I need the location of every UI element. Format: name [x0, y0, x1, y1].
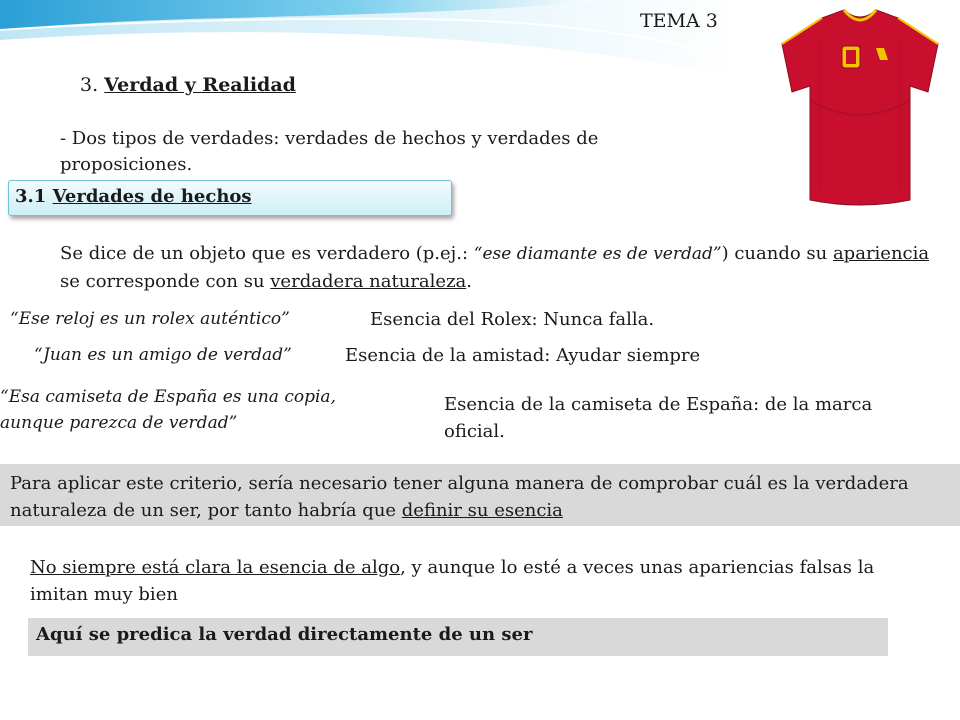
subsection-heading-box	[8, 180, 452, 216]
example-quote-friend: “Juan es un amigo de verdad”	[34, 345, 292, 365]
criterion-text: Para aplicar este criterio, sería necesario tener alguna manera de comprobar cuál es la verdadera naturaleza de un ser, por tanto habría que	[10, 473, 909, 521]
caveat-underlined: No siempre está clara la esencia de algo	[30, 557, 401, 578]
definition-quote: “ese diamante es de verdad”	[473, 244, 722, 264]
definition-paragraph	[60, 240, 940, 295]
example-essence-shirt: Esencia de la camiseta de España: de la marca oficial.	[444, 394, 873, 442]
subsection-title: Verdades de hechos	[52, 186, 252, 207]
conclusion-box: Aquí se predica la verdad directamente de un ser	[28, 618, 888, 656]
definition-part2: ) cuando su	[721, 243, 833, 264]
example-essence-friend: Esencia de la amistad: Ayudar siempre	[345, 345, 701, 366]
spain-shirt-image	[760, 0, 960, 215]
definition-part1: Se dice de un objeto que es verdadero (p.ej.:	[60, 243, 474, 264]
definition-part4: .	[466, 271, 473, 292]
definition-naturaleza: verdadera naturaleza	[270, 271, 467, 292]
header-swoosh-decoration	[0, 0, 740, 80]
section-number: 3.	[80, 74, 105, 96]
example-quote-rolex: “Ese reloj es un rolex auténtico”	[10, 309, 290, 329]
caveat-paragraph	[30, 554, 880, 608]
definition-apariencia: apariencia	[832, 243, 930, 264]
section-heading	[80, 74, 296, 96]
subsection-number: 3.1	[15, 186, 53, 207]
example-quote-shirt: “Esa camiseta de España es una copia, aunque parezca de verdad”	[0, 387, 336, 433]
topic-label: TEMA 3	[640, 10, 718, 32]
criterion-underlined: definir su esencia	[401, 500, 563, 521]
criterion-box	[0, 464, 960, 526]
example-essence-rolex: Esencia del Rolex: Nunca falla.	[370, 309, 655, 330]
definition-part3: se corresponde con su	[60, 271, 271, 292]
section-title: Verdad y Realidad	[104, 74, 296, 96]
intro-text: - Dos tipos de verdades: verdades de hechos y verdades de proposiciones.	[60, 128, 599, 175]
caveat-text: , y aunque lo esté a veces unas apariencias falsas la imitan muy bien	[30, 557, 875, 605]
